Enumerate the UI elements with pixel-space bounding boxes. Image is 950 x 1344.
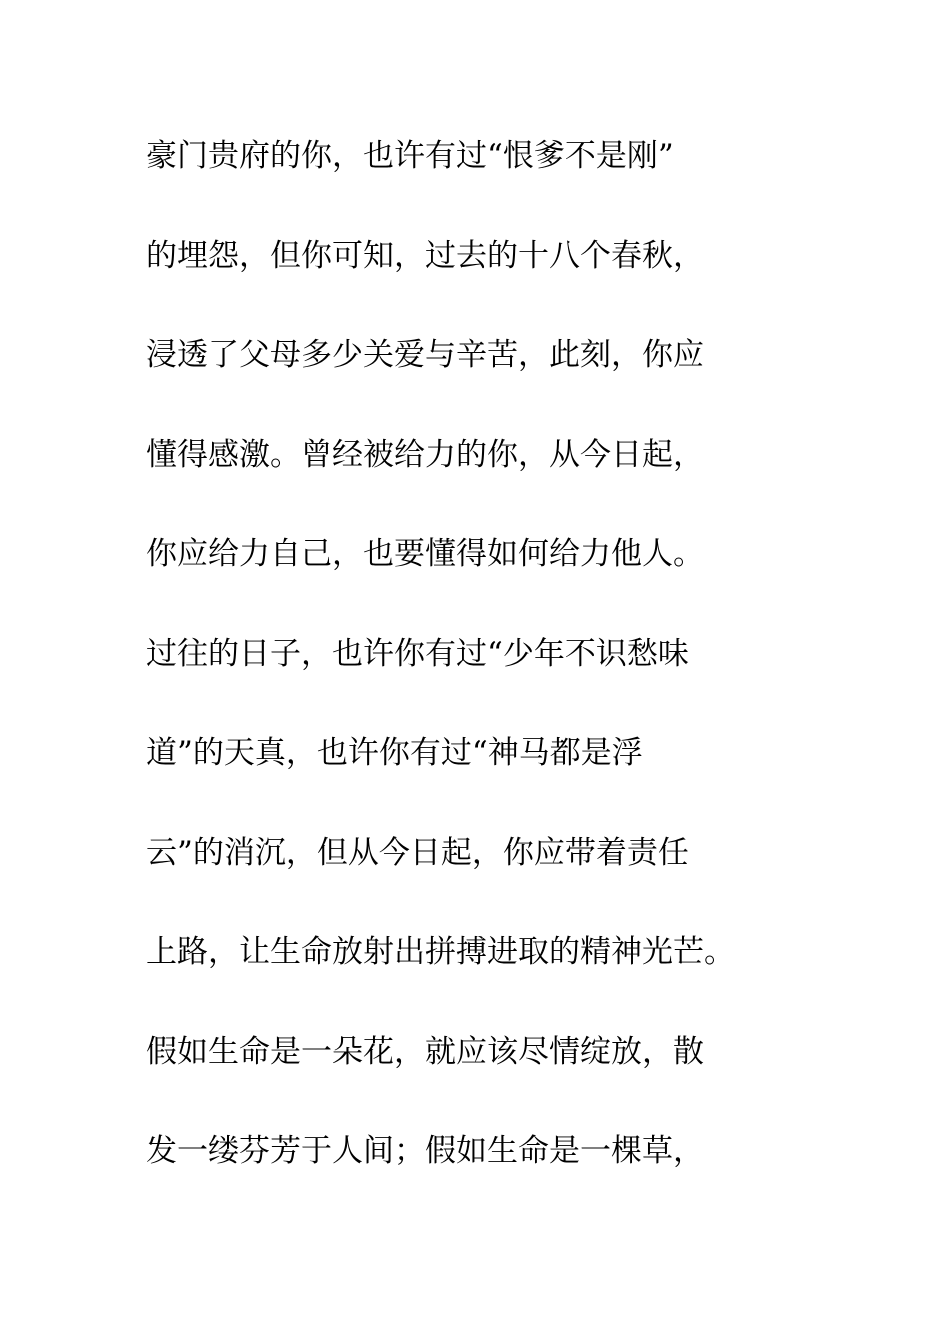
text-line: 发一缕芬芳于人间；假如生命是一棵草， xyxy=(146,1133,704,1169)
text-line: 云”的消沉，但从今日起，你应带着责任 xyxy=(146,834,689,871)
text-line: 豪门贵府的你，也许有过“恨爹不是刚” xyxy=(146,138,674,174)
text-line: 过往的日子，也许你有过“少年不识愁味 xyxy=(146,635,689,672)
text-line: 你应给力自己，也要懂得如何给力他人。 xyxy=(146,536,704,572)
text-line: 的埋怨，但你可知，过去的十八个春秋， xyxy=(146,237,704,274)
text-line: 浸透了父母多少关爱与辛苦，此刻，你应 xyxy=(146,337,704,373)
text-line: 假如生命是一朵花，就应该尽情绽放，散 xyxy=(146,1033,704,1070)
text-line: 上路，让生命放射出拼搏进取的精神光芒。 xyxy=(146,934,735,970)
text-line: 道”的天真，也许你有过“神马都是浮 xyxy=(146,735,643,771)
document-body xyxy=(146,124,846,1219)
text-line: 懂得感激。曾经被给力的你，从今日起， xyxy=(146,436,704,473)
